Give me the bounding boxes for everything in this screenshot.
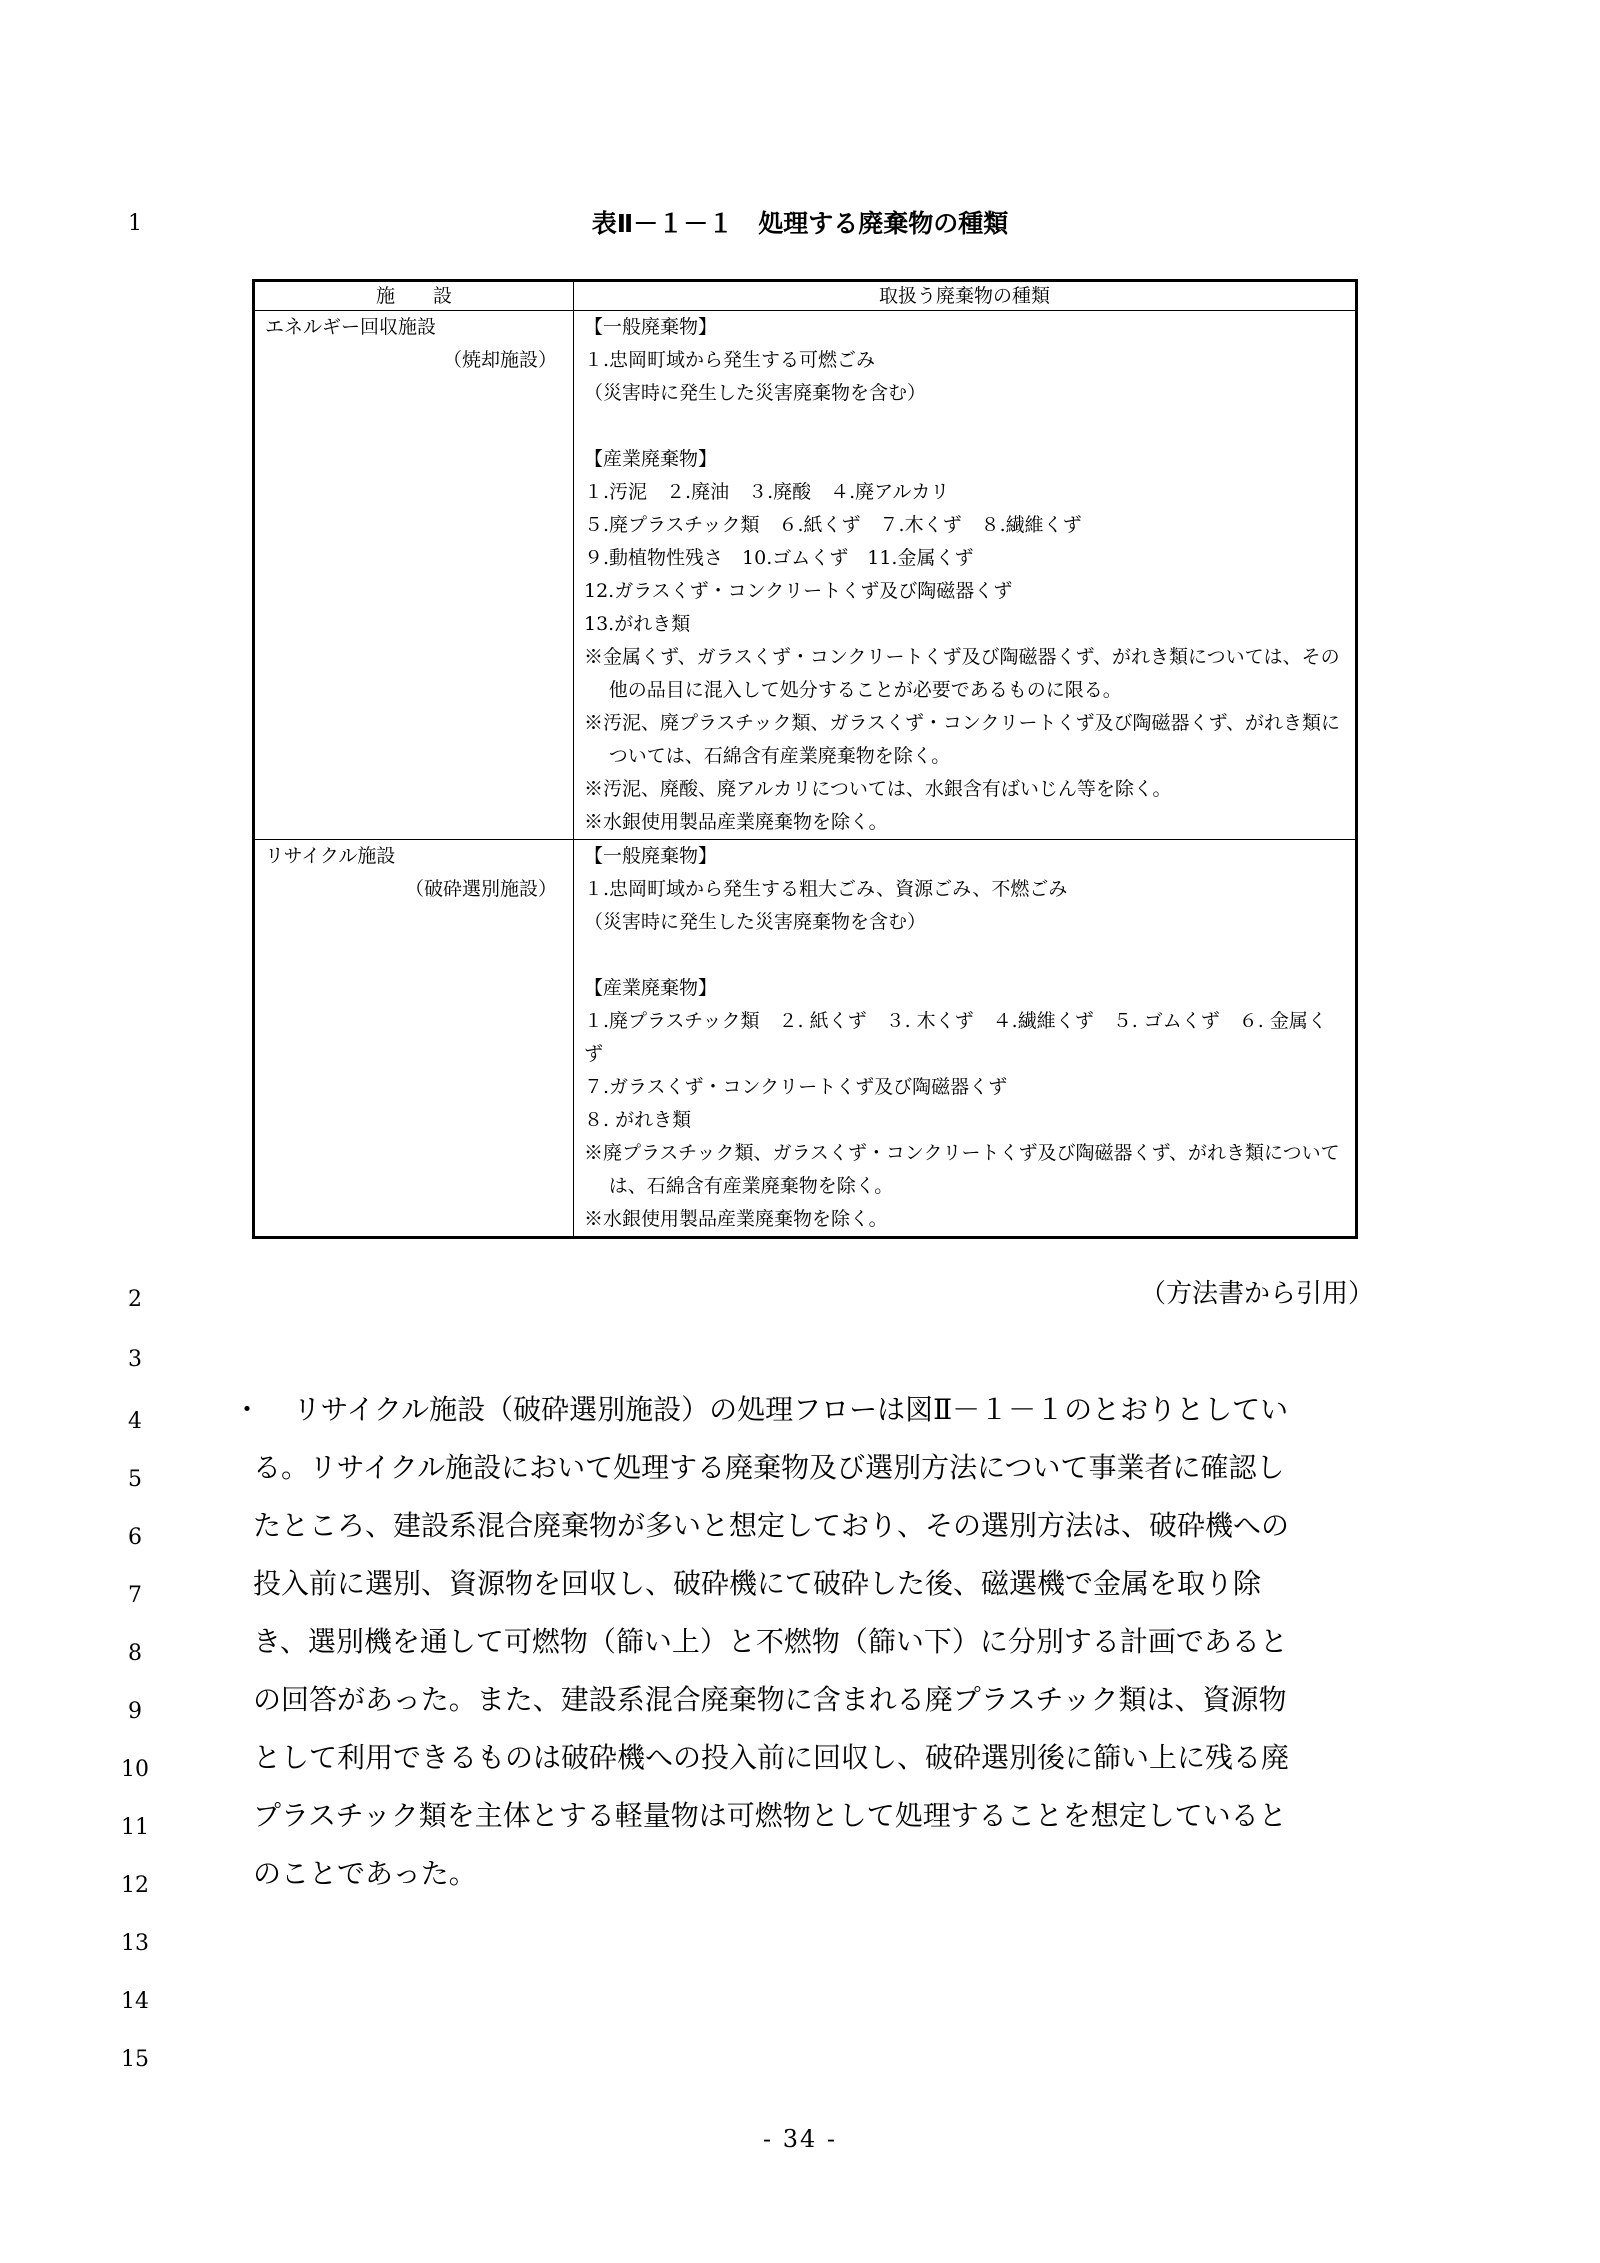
waste-category-heading: 【一般廃棄物】 [584,845,718,867]
waste-item: １.汚泥 ２.廃油 ３.廃酸 ４.廃アルカリ [584,481,950,503]
body-paragraph [233,1381,1413,1903]
waste-category-heading: 【一般廃棄物】 [584,316,718,338]
line-number: 14 [121,1989,149,2014]
waste-item: 12.ガラスくず・コンクリートくず及び陶磁器くず [584,580,1013,602]
table-note: ※汚泥、廃酸、廃アルカリについては、水銀含有ばいじん等を除く。 [584,778,1172,800]
paragraph-line: として利用できるものは破砕機への投入前に回収し、破砕選別後に篩い上に残る廃 [253,1741,1290,1774]
table-row [254,840,1357,1238]
spacer [584,939,1345,972]
header-waste-types: 取扱う廃棄物の種類 [574,281,1357,311]
page-number: - 34 - [762,2125,837,2153]
table-header-row [254,281,1357,311]
table-row [254,311,1357,840]
spacer [584,410,1345,443]
waste-item-note: （災害時に発生した災害廃棄物を含む） [584,382,927,404]
waste-item-note: （災害時に発生した災害廃棄物を含む） [584,911,927,933]
table-note: ※金属くず、ガラスくず・コンクリートくず及び陶磁器くず、がれき類については、その他の品目に混入して処分することが必要であるものに限る。 [584,646,1340,701]
line-number: 11 [121,1815,149,1840]
facility-type: （焼却施設） [442,349,557,371]
waste-types-cell [574,311,1357,840]
waste-types-cell [574,840,1357,1238]
line-number: 8 [128,1641,142,1666]
paragraph-line: る。リサイクル施設において処理する廃棄物及び選別方法について事業者に確認し [253,1451,1285,1484]
waste-item: 13.がれき類 [584,613,691,635]
paragraph-line: の回答があった。また、建設系混合廃棄物に含まれる廃プラスチック類は、資源物 [253,1683,1287,1716]
paragraph-line: プラスチック類を主体とする軽量物は可燃物として処理することを想定していると [253,1799,1287,1832]
facility-name: リサイクル施設 [265,845,396,867]
paragraph-line: のことであった。 [253,1857,477,1890]
line-number: 5 [128,1467,142,1492]
line-number: 15 [121,2047,149,2072]
waste-item: ９.動植物性残さ 10.ゴムくず 11.金属くず [584,547,974,569]
waste-item: ７.ガラスくず・コンクリートくず及び陶磁器くず [584,1076,1008,1098]
facility-cell [254,840,574,1238]
line-number: 1 [128,211,142,236]
facility-cell [254,311,574,840]
waste-category-heading: 【産業廃棄物】 [584,448,718,470]
paragraph-line: たところ、建設系混合廃棄物が多いと想定しており、その選別方法は、破砕機への [253,1509,1290,1542]
source-citation: （方法書から引用） [1139,1279,1374,1309]
line-number: 4 [128,1409,142,1434]
facility-name: エネルギー回収施設 [265,316,437,338]
waste-item: １.忠岡町域から発生する可燃ごみ [584,349,876,371]
paragraph-line: リサイクル施設（破砕選別施設）の処理フローは図Ⅱ－１－１のとおりとしてい [293,1393,1289,1426]
line-number: 2 [128,1287,142,1312]
waste-item: ５.廃プラスチック類 ６.紙くず ７.木くず ８.繊維くず [584,514,1082,536]
table-note: ※廃プラスチック類、ガラスくず・コンクリートくず及び陶磁器くず、がれき類については、石綿含有産業廃棄物を除く。 [584,1142,1340,1197]
waste-item: １.廃プラスチック類 ２. 紙くず ３. 木くず ４.繊維くず ５. ゴムくず ６. 金属くず [584,1010,1327,1065]
facility-type: （破砕選別施設） [404,878,557,900]
waste-item: １.忠岡町域から発生する粗大ごみ、資源ごみ、不燃ごみ [584,878,1068,900]
waste-types-table [252,279,1358,1239]
table-note: ※水銀使用製品産業廃棄物を除く。 [584,1208,888,1230]
table-note: ※汚泥、廃プラスチック類、ガラスくず・コンクリートくず及び陶磁器くず、がれき類については、石綿含有産業廃棄物を除く。 [584,712,1341,767]
bullet-icon: ・ [233,1393,262,1426]
table-note: ※水銀使用製品産業廃棄物を除く。 [584,811,888,833]
line-number: 10 [121,1757,149,1782]
line-number: 12 [121,1873,149,1898]
line-number: 3 [128,1347,142,1372]
table-title: 表Ⅱ－１－１ 処理する廃棄物の種類 [591,209,1009,238]
line-number: 7 [128,1583,142,1608]
waste-category-heading: 【産業廃棄物】 [584,977,718,999]
header-facility: 施 設 [254,281,574,311]
line-number: 13 [121,1931,149,1956]
paragraph-line: き、選別機を通して可燃物（篩い上）と不燃物（篩い下）に分別する計画であると [253,1625,1288,1658]
waste-item: ８. がれき類 [584,1109,692,1131]
paragraph-line: 投入前に選別、資源物を回収し、破砕機にて破砕した後、磁選機で金属を取り除 [253,1567,1262,1600]
line-number: 6 [128,1525,142,1550]
line-number: 9 [128,1699,142,1724]
